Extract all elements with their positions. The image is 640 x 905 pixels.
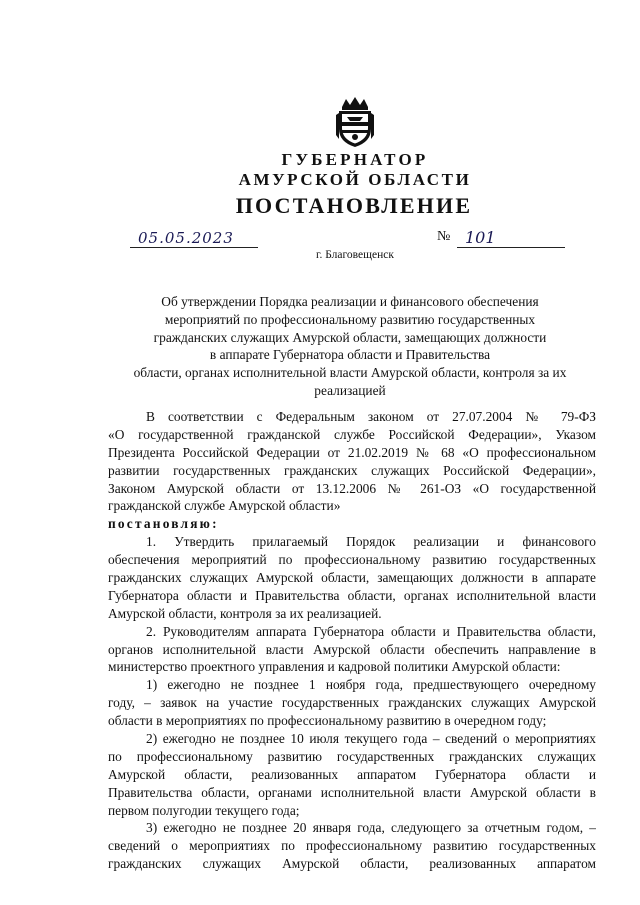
number-field: [457, 227, 565, 248]
body-line: Амурской области, реализованных аппаратом Губернатора области и: [108, 766, 596, 782]
body-line: 2) ежегодно не позднее 10 июля текущего года – сведений о мероприятиях: [146, 731, 596, 747]
title-line: гражданских служащих Амурской области, замещающих должности: [153, 329, 547, 345]
body-line: «О государственной гражданской службе Российской Федерации», Указом: [108, 426, 596, 442]
body-line: органов исполнительной власти Амурской области обеспечить направление в: [108, 641, 596, 657]
title-line: мероприятий по профессиональному развитию государственных: [164, 311, 536, 327]
handwritten-date: 05.05.2023: [138, 229, 234, 247]
body-line: Губернатора области и Правительства области, органах исполнительной власти: [108, 587, 596, 603]
title-line: области, органах исполнительной власти Амурской области, контроля за их: [133, 365, 567, 381]
body-line: гражданских служащих Амурской области, замещающих должности в аппарате: [108, 570, 596, 586]
title-line: в аппарате Губернатора области и Правительства: [209, 347, 491, 363]
body-line: первом полугодии текущего года;: [108, 802, 300, 818]
header-governor: ГУБЕРНАТОР: [281, 150, 429, 169]
body-line: гражданской службе Амурской области»: [108, 498, 341, 514]
body-line: 1) ежегодно не позднее 1 ноября года, предшествующего очередному: [146, 677, 596, 693]
body-line: сведений о мероприятиях по профессиональному развитию государственных: [108, 838, 596, 854]
body-line: гражданских служащих Амурской области, реализованных аппаратом: [108, 856, 596, 872]
document-body: [108, 408, 596, 873]
header-region: АМУРСКОЙ ОБЛАСТИ: [238, 170, 472, 189]
body-line: 2. Руководителям аппарата Губернатора области и Правительства области,: [146, 623, 596, 639]
title-line: Об утверждении Порядка реализации и финансового обеспечения: [161, 294, 539, 309]
body-line: Законом Амурской области от 13.12.2006 № 261-ОЗ «О государственной: [108, 480, 596, 496]
body-line: обеспечения мероприятий по профессиональному развитию государственных: [108, 552, 596, 568]
document-title: [110, 293, 590, 400]
date-field: [130, 227, 258, 248]
body-line: 3) ежегодно не позднее 20 января года, следующего за отчетным годом, –: [146, 820, 596, 836]
body-line: министерство проектного управления и кадровой политики Амурской области:: [108, 659, 561, 675]
body-line: В соответствии с Федеральным законом от 27.07.2004 № 79-ФЗ: [146, 409, 596, 424]
document-type: ПОСТАНОВЛЕНИЕ: [235, 193, 473, 218]
handwritten-number: 101: [465, 228, 496, 247]
body-line: развитии государственных гражданских служащих Российской Федерации»,: [108, 462, 596, 478]
body-line: области в мероприятиях по профессиональному развитию в очередном году;: [108, 713, 547, 729]
title-line: реализацией: [314, 382, 386, 398]
resolution-word: постановляю:: [108, 516, 219, 532]
city-line: г. Благовещенск: [316, 249, 394, 261]
body-line: Амурской области, контроля за их реализацией.: [108, 605, 382, 621]
body-line: Правительства области, органами исполнительной власти Амурской области в: [108, 784, 596, 800]
coat-of-arms-icon: [332, 95, 378, 149]
body-line: году, – заявок на участие государственных гражданских служащих Амурской: [108, 695, 596, 711]
body-line: Президента Российской Федерации от 21.02.2019 № 68 «О профессиональном: [108, 444, 596, 460]
number-label: №: [437, 229, 451, 244]
body-line: 1. Утвердить прилагаемый Порядок реализации и финансового: [146, 534, 596, 550]
body-line: по профессиональному развитию государственных гражданских служащих: [108, 748, 596, 764]
